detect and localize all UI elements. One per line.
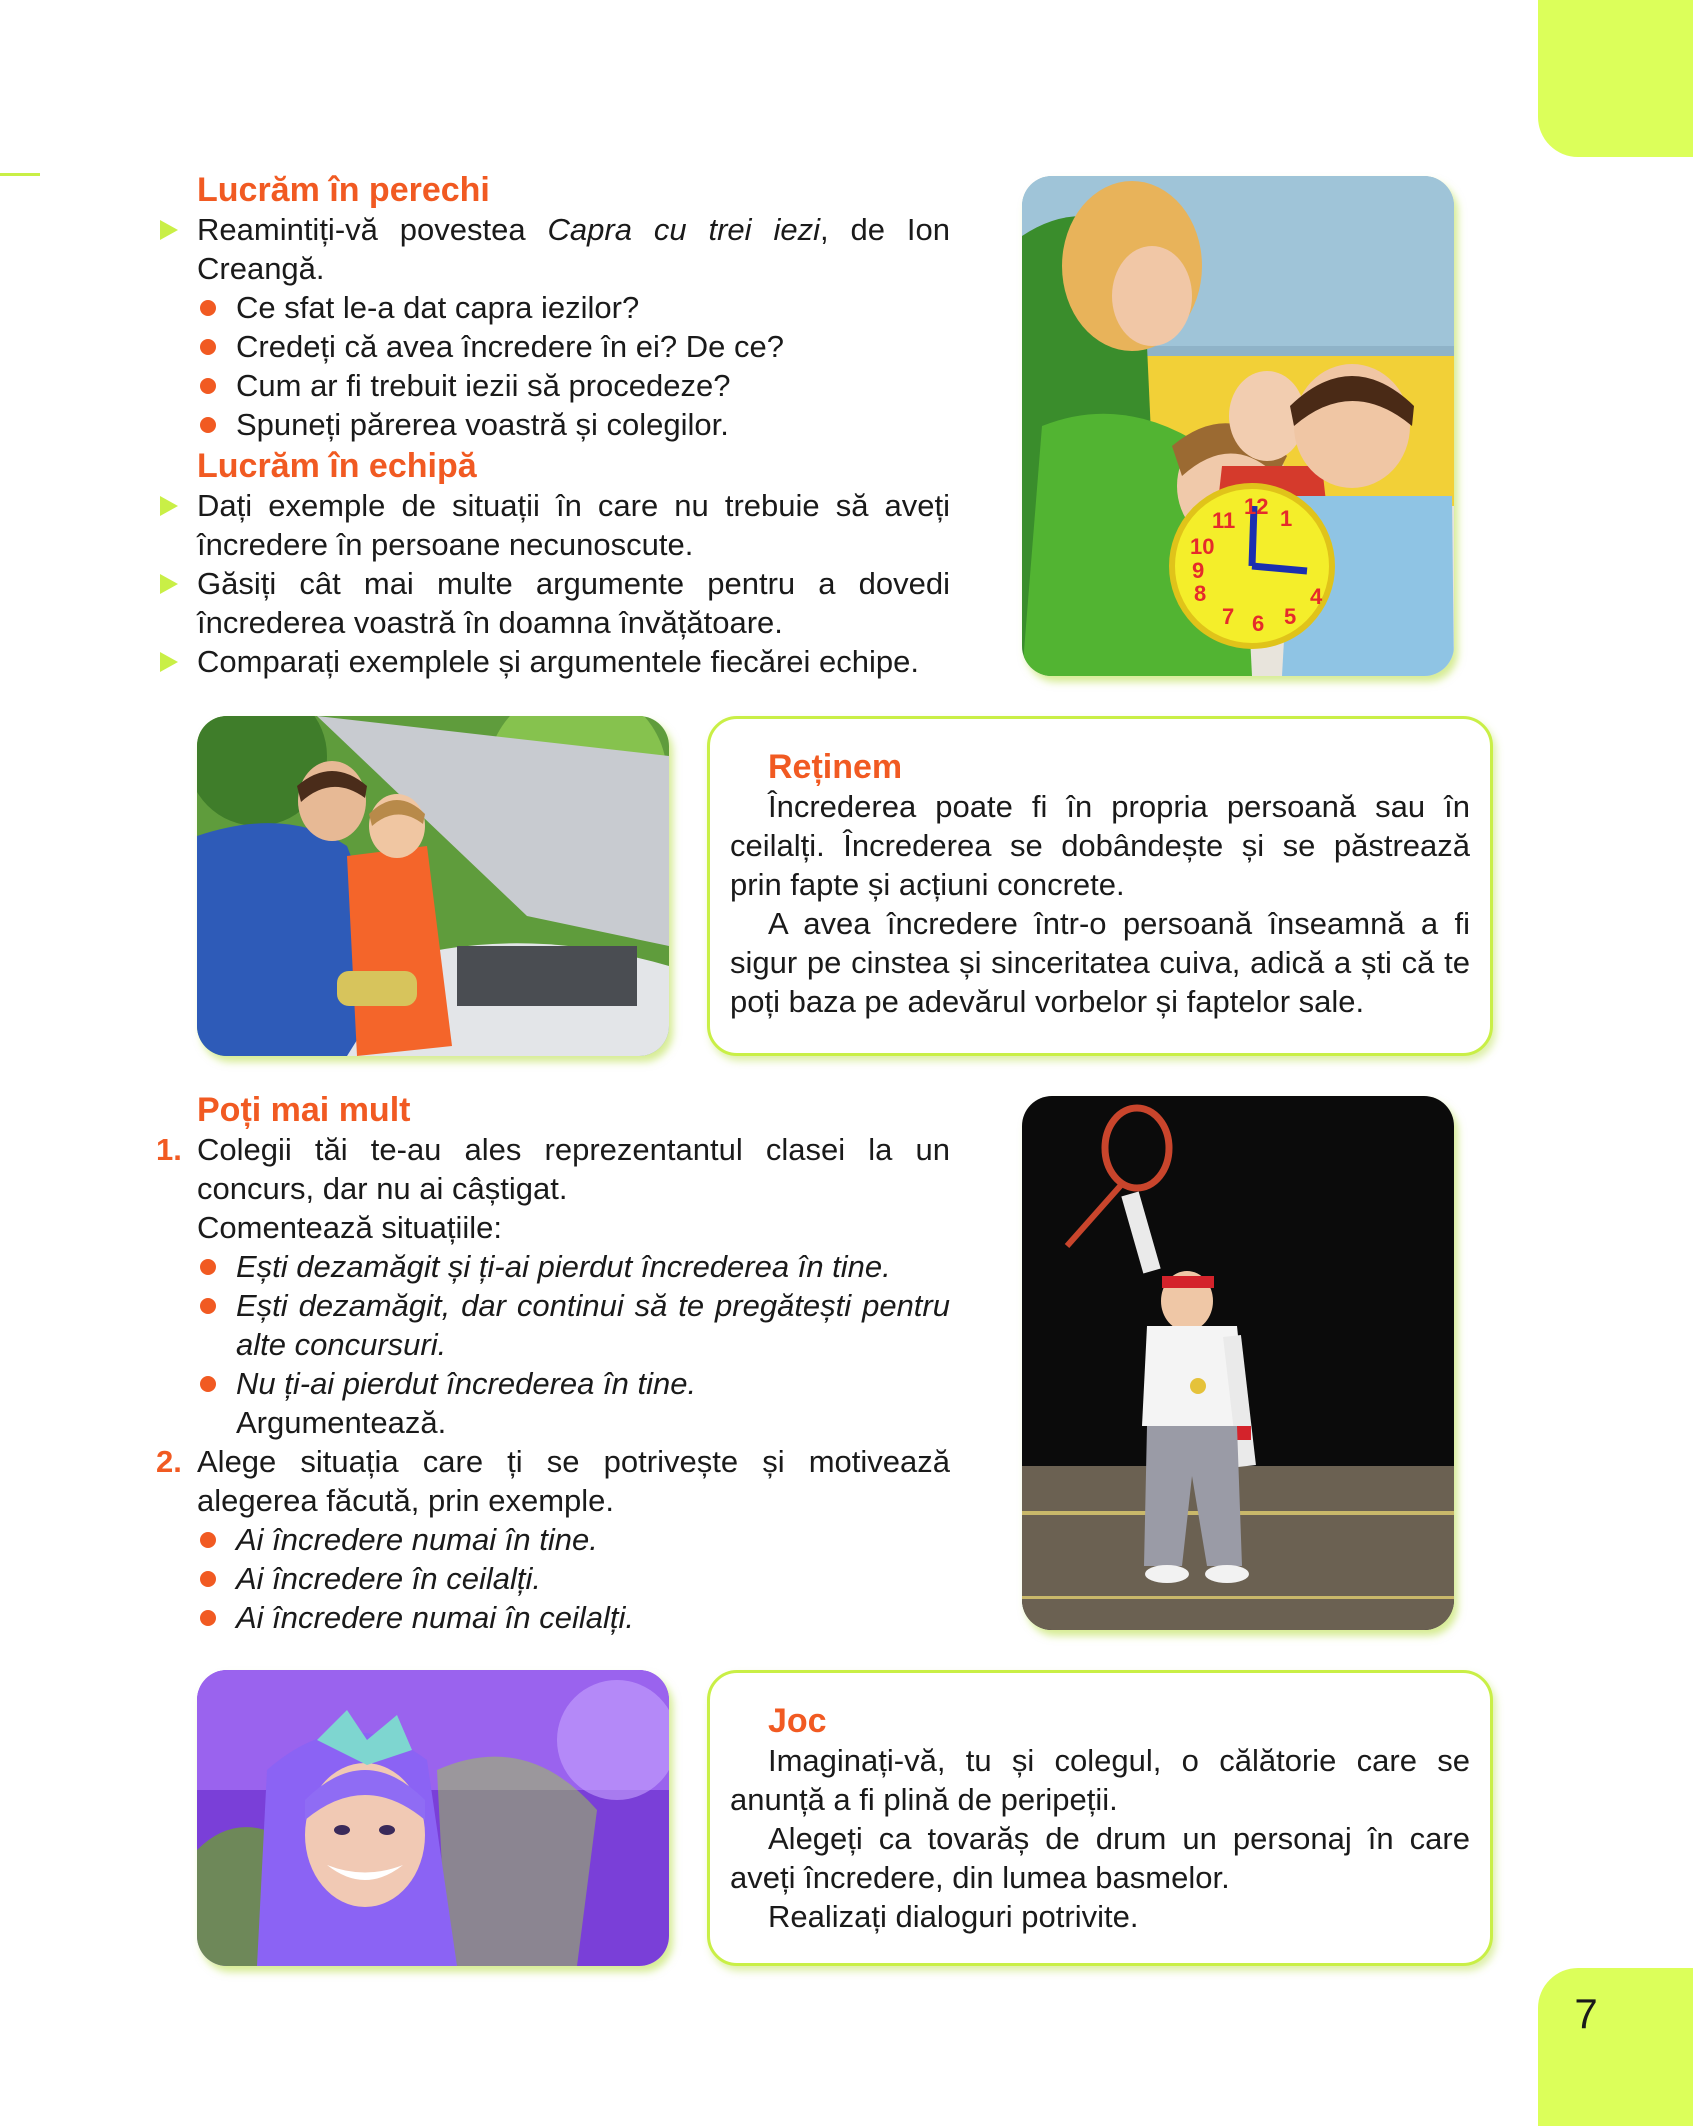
- joc-title: Joc: [768, 1702, 827, 1740]
- more-option: Ești dezamăgit și ți-ai pierdut încrederea în tine.: [150, 1247, 950, 1286]
- team-item: Comparați exemplele și argumentele fiecărei echipe.: [150, 642, 950, 681]
- bullet-icon: [200, 378, 216, 394]
- bullet-icon: [200, 417, 216, 433]
- retinem-paragraph: Încrederea poate fi în propria persoană sau în ceilalți. Încrederea se dobândește și se păstrează prin fapte și acțiuni concrete.: [730, 789, 1470, 902]
- section-team: [150, 446, 950, 681]
- more-question-2: 2. Alege situația care ți se potrivește și motivează alegerea făcută, prin exemple.: [156, 1444, 950, 1518]
- section-pairs: [150, 170, 950, 444]
- more-argue: Argumentează.: [236, 1405, 447, 1440]
- more-option: Ai încredere în ceilalți.: [150, 1559, 950, 1598]
- joc-paragraph: Realizați dialoguri potrivite.: [768, 1899, 1139, 1934]
- clock-number: 10: [1190, 534, 1215, 559]
- section-more: [150, 1090, 950, 1637]
- retinem-paragraph: A avea încredere într-o persoană înseamnă a fi sigur pe cinstea și sinceritatea cuiva, adică a ști că te poți baza pe adevărul vorbelor și faptelor sale.: [730, 906, 1470, 1019]
- more-comment: Comentează situațiile:: [197, 1210, 502, 1245]
- section-more-title: Poți mai mult: [197, 1091, 411, 1129]
- pairs-question: Ce sfat le-a dat capra iezilor?: [150, 288, 950, 327]
- arrow-icon: [160, 496, 178, 516]
- joc-paragraph: Alegeți ca tovarăș de drum un personaj în care aveți încredere, din lumea basmelor.: [730, 1821, 1470, 1895]
- clock-number: 9: [1192, 558, 1205, 583]
- bullet-icon: [200, 1610, 216, 1626]
- clock-number: 11: [1212, 508, 1236, 533]
- section-team-title: Lucrăm în echipă: [197, 447, 477, 485]
- bullet-icon: [200, 1571, 216, 1587]
- clock-number: 5: [1284, 604, 1297, 629]
- team-item: Dați exemple de situații în care nu trebuie să aveți încredere în persoane necunoscute.: [150, 486, 950, 564]
- page-number: 7: [1574, 1990, 1598, 2037]
- bullet-icon: [200, 1376, 216, 1392]
- more-question-1: 1. Colegii tăi te-au ales reprezentantul clasei la un concurs, dar nu ai câștigat.: [156, 1132, 950, 1206]
- arrow-icon: [160, 574, 178, 594]
- bullet-icon: [200, 339, 216, 355]
- corner-tab-bottom: [1538, 1968, 1693, 2126]
- clock-number: 7: [1222, 604, 1235, 629]
- bullet-icon: [200, 300, 216, 316]
- clock-number: 8: [1194, 581, 1207, 606]
- arrow-icon: [160, 220, 178, 240]
- retinem-box: [707, 716, 1493, 1056]
- team-item: Găsiți cât mai multe argumente pentru a dovedi încrederea voastră în doamna învățătoare.: [150, 564, 950, 642]
- more-option: Ai încredere numai în tine.: [150, 1520, 950, 1559]
- bullet-icon: [200, 1532, 216, 1548]
- photo-fairy: [197, 1670, 669, 1966]
- photo-car-repair: [197, 716, 669, 1056]
- photo-teacher-children-clock: [1022, 176, 1454, 676]
- bullet-icon: [200, 1259, 216, 1275]
- clock-number: 4: [1310, 584, 1323, 609]
- margin-mark: [0, 173, 40, 176]
- pairs-question: Credeți că avea încredere în ei? De ce?: [150, 327, 950, 366]
- pairs-intro: Reamintiți-vă povestea Capra cu trei iezi, de Ion Creangă.: [150, 210, 950, 288]
- corner-tab-top: [1538, 0, 1693, 157]
- photo-tennis-boy: [1022, 1096, 1454, 1630]
- bullet-icon: [200, 1298, 216, 1314]
- joc-box: [707, 1670, 1493, 1966]
- more-option: Ești dezamăgit, dar continui să te pregătești pentru alte concursuri.: [150, 1286, 950, 1364]
- pairs-question: Cum ar fi trebuit iezii să procedeze?: [150, 366, 950, 405]
- retinem-title: Reținem: [768, 748, 903, 786]
- clock-number: 6: [1252, 611, 1265, 636]
- joc-paragraph: Imaginați-vă, tu și colegul, o călătorie care se anunță a fi plină de peripeții.: [730, 1743, 1470, 1817]
- more-option: Nu ți-ai pierdut încrederea în tine.: [150, 1364, 950, 1403]
- clock-number: 12: [1244, 494, 1269, 519]
- section-pairs-title: Lucrăm în perechi: [197, 171, 490, 209]
- more-option: Ai încredere numai în ceilalți.: [150, 1598, 950, 1637]
- arrow-icon: [160, 652, 178, 672]
- clock-number: 1: [1280, 506, 1293, 531]
- pairs-question: Spuneți părerea voastră și colegilor.: [150, 405, 950, 444]
